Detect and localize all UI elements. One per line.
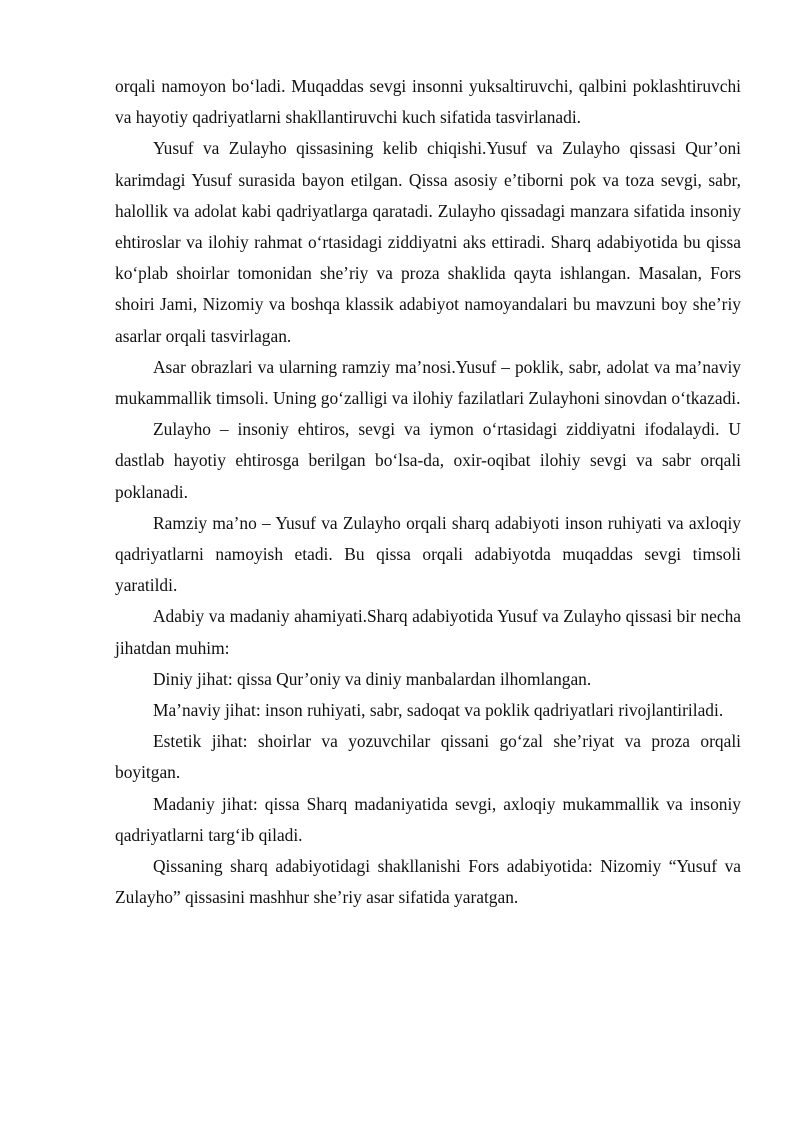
paragraph-religious-aspect: Diniy jihat: qissa Qur’oniy va diniy manbalardan ilhomlangan. [153,668,592,689]
paragraph-characters: Asar obrazlari va ularning ramziy ma’nosi.Yusuf – poklik, sabr, adolat va ma’naviy mukammallik timsoli. Uning go‘zalligi va ilohiy fazilatlari Zulayhoni sinovdan o‘tkazadi. [115,356,741,409]
paragraph-continuation: orqali namoyon bo‘ladi. Muqaddas sevgi insonni yuksaltiruvchi, qalbini poklashtiruvchi va hayotiy qadriyatlarni shakllantiruvchi kuch sifatida tasvirlanadi. [115,76,741,128]
paragraph-formation: Qissaning sharq adabiyotidagi shakllanishi Fors adabiyotida: Nizomiy “Yusuf va Zulayho” qissasini mashhur she’riy asar sifatida yaratgan. [115,856,741,908]
paragraph-spiritual-aspect: Ma’naviy jihat: inson ruhiyati, sabr, sadoqat va poklik qadriyatlari rivojlantiriladi. [153,700,724,721]
paragraph-significance: Adabiy va madaniy ahamiyati.Sharq adabiyotida Yusuf va Zulayho qissasi bir necha jihatdan muhim: [115,606,741,658]
paragraph-aesthetic-aspect: Estetik jihat: shoirlar va yozuvchilar qissani go‘zal she’riyat va proza orqali boyitgan. [115,731,741,783]
paragraph-zulayho: Zulayho – insoniy ehtiros, sevgi va iymon o‘rtasidagi ziddiyatni ifodalaydi. U dastlab hayotiy ehtirosga berilgan bo‘lsa-da, oxir-oqibat ilohiy sevgi va sabr orqali poklanadi. [115,419,741,502]
paragraph-symbolic-meaning: Ramziy ma’no – Yusuf va Zulayho orqali sharq adabiyoti inson ruhiyati va axloqiy qadriyatlarni namoyish etadi. Bu qissa orqali adabiyotda muqaddas sevgi timsoli yaratildi. [115,512,741,596]
paragraph-origin: Yusuf va Zulayho qissasining kelib chiqishi.Yusuf va Zulayho qissasi Qur’oni karimdagi Yusuf surasida bayon etilgan. Qissa asosiy e’tiborni pok va toza sevgi, sabr, halollik va adolat kabi qadriyatlarga qaratadi. Zulayho qissadagi manzara sifatida insoniy ehtiroslar va ilohiy rahmat o‘rtasidagi ziddiyatni aks ettiradi. Sharq adabiyotida bu qissa ko‘plab shoirlar tomonidan she’riy va proza shaklida qayta ishlangan. Masalan, Fors shoiri Jami, Nizomiy va boshqa klassik adabiyot namoyandalari bu mavzuni boy she’riy asarlar orqali tasvirlagan. [115,138,741,346]
document-page [115,71,741,913]
paragraph-cultural-aspect: Madaniy jihat: qissa Sharq madaniyatida sevgi, axloqiy mukammallik va insoniy qadriyatlarni targ‘ib qiladi. [115,793,741,845]
